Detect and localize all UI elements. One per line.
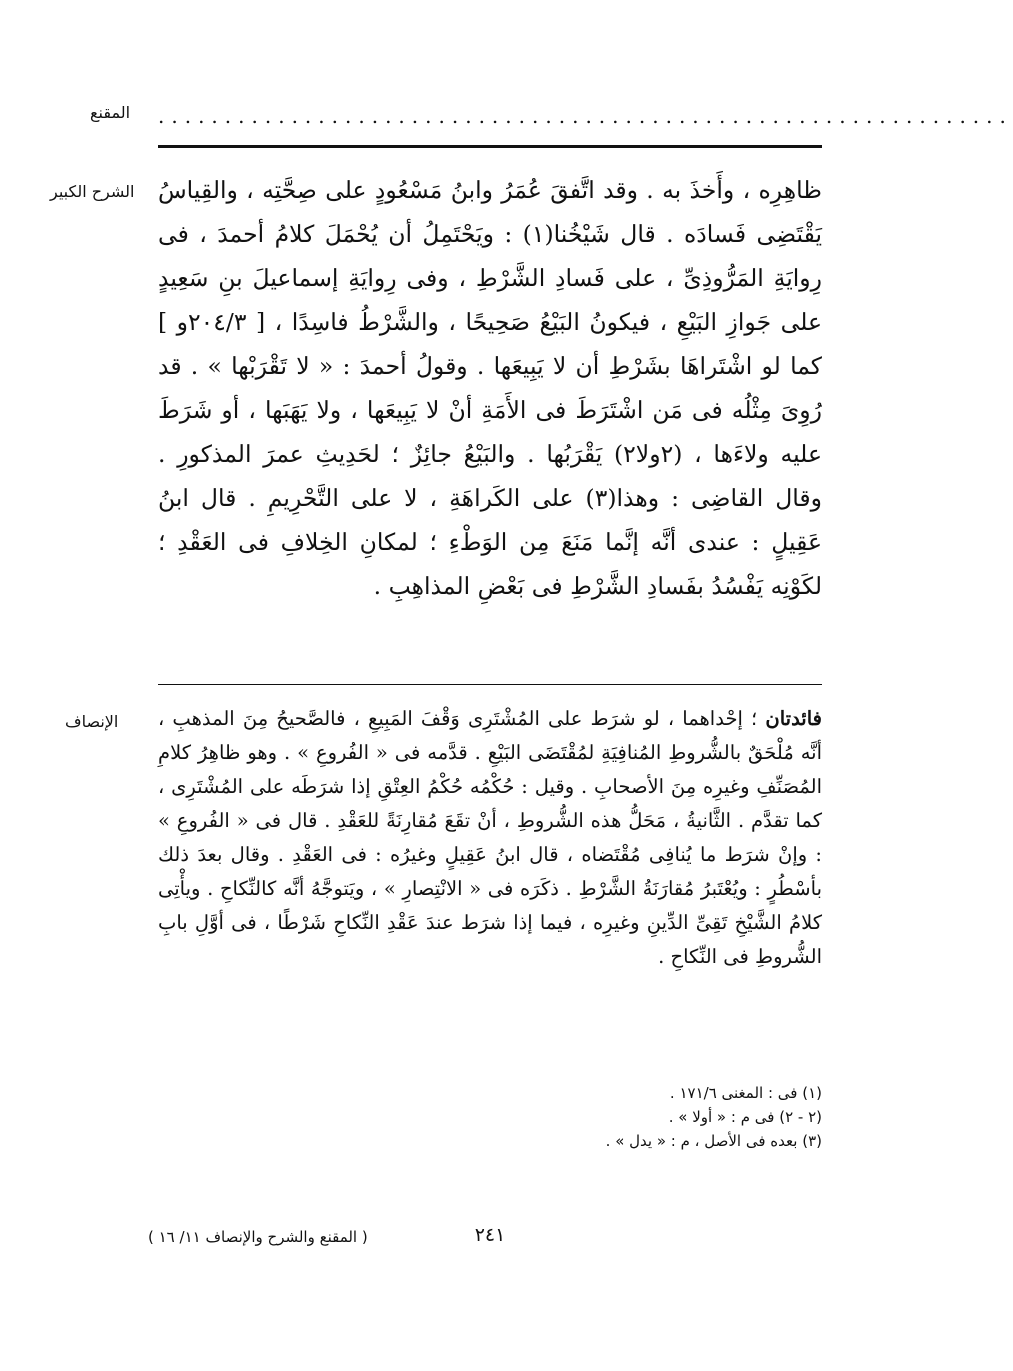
- matn-placeholder-dots: ................................................................: [158, 104, 1013, 128]
- page-number: ٢٤١: [474, 1224, 506, 1246]
- header-divider: [158, 145, 822, 148]
- footnote-3: (٣) بعده فى الأصل ، م : « يدل » .: [605, 1132, 822, 1150]
- insaf-lead-word: فائدتان: [765, 707, 822, 730]
- volume-reference: ( المقنع والشرح والإنصاف ١١/ ١٦ ): [148, 1228, 368, 1246]
- insaf-body: ؛ إحْداهما ، لو شرَط على المُشْتَرِى وَقْفَ المَبِيعِ ، فالصَّحيحُ مِنَ المذهبِ ، أنَّه مُلْحَقٌ بالشُّروطِ المُنافِيَةِ لمُقْتَضَى البَيْعِ . قدَّمه فى « الفُروعِ » . وهو ظاهِرُ كلامِ المُصَنِّفِ وغيرِه مِنَ الأصحابِ . وقيل : حُكْمُه حُكْمُ العِتْقِ إذا شرَطَه على المُشْتَرِى ، كما تقدَّم . الثَّانيةُ ، مَحَلُّ هذه الشُّروطِ ، أنْ تقَعَ مُقارِنَةً للعَقْدِ . قال فى « الفُروعِ » : وإنْ شرَط ما يُنافِى مُقْتَضاه ، قال ابنُ عَقِيلٍ وغيرُه : فى العَقْدِ . وقال بعدَ ذلك بأسْطُرٍ : ويُعْتَبرُ مُقارَنَةُ الشَّرْطِ . ذكَرَه فى « الانْتِصارِ » ، ويَتوجَّهُ أنَّه كالنِّكاحِ . ويأْتِى كلامُ الشَّيْخِ تَقِىِّ الدِّينِ وغيرِه ، فيما إذا شرَط عندَ عَقْدِ النِّكاحِ شَرْطًا ، فى أوَّلِ بابِ الشُّروطِ فى النِّكاحِ .: [158, 707, 822, 968]
- footnote-2: (٢ - ٢) فى م : « أولا » .: [668, 1108, 822, 1126]
- insaf-section-label: الإنصاف: [65, 712, 119, 731]
- sharh-text-block: [158, 168, 822, 608]
- sharh-paragraph: ظاهِرِه ، وأَخذَ به . وقد اتَّفقَ عُمَرُ وابنُ مَسْعُودٍ على صِحَّتِه ، والقِياسُ يَقْتَضِى فَسادَه . قال شَيْخُنا(١) : ويَحْتَمِلُ أن يُحْمَلَ كلامُ أحمدَ ، فى رِوايَةِ المَرُّوذِىِّ ، على فَسادِ الشَّرْطِ ، وفى رِوايَةِ إسماعيلَ بنِ سَعِيدٍ على جَوازِ البَيْعِ ، فيكونُ البَيْعُ صَحِيحًا ، والشَّرْطُ فاسِدًا ، [ ٢٠٤/٣و ] كما لو اشْتَراهَا بشَرْطِ أن لا يَبِيعَها . وقولُ أحمدَ : « لا تَقْرَبْها » . قد رُوِىَ مِثْلُه فى مَن اشْتَرَطَ فى الأَمَةِ أنْ لا يَبِيعَها ، ولا يَهَبَها ، أو شَرَطَ عليه ولاءَها ، (٢ولا٢) يَقْرَبُها . والبَيْعُ جائِزٌ ؛ لحَدِيثِ عمرَ المذكورِ . وقال القاضِى : وهذا(٣) على الكَراهَةِ ، لا على التَّحْرِيمِ . قال ابنُ عَقِيلٍ : عندى أنَّه إنَّما مَنَعَ مِن الوَطْءِ ؛ لمكانِ الخِلافِ فى العَقْدِ ؛ لكَوْنِه يَفْسُدُ بفَسادِ الشَّرْطِ فى بَعْضِ المذاهِبِ .: [158, 176, 823, 600]
- footnote-1: (١) فى : المغنى ١٧١/٦ .: [669, 1084, 822, 1102]
- footnotes: [420, 1081, 822, 1153]
- insaf-paragraph: [158, 702, 822, 974]
- book-title-label: المقنع: [90, 103, 131, 122]
- insaf-text-block: [158, 702, 822, 974]
- sharh-section-label: الشرح الكبير: [50, 182, 135, 201]
- section-divider: [158, 684, 822, 685]
